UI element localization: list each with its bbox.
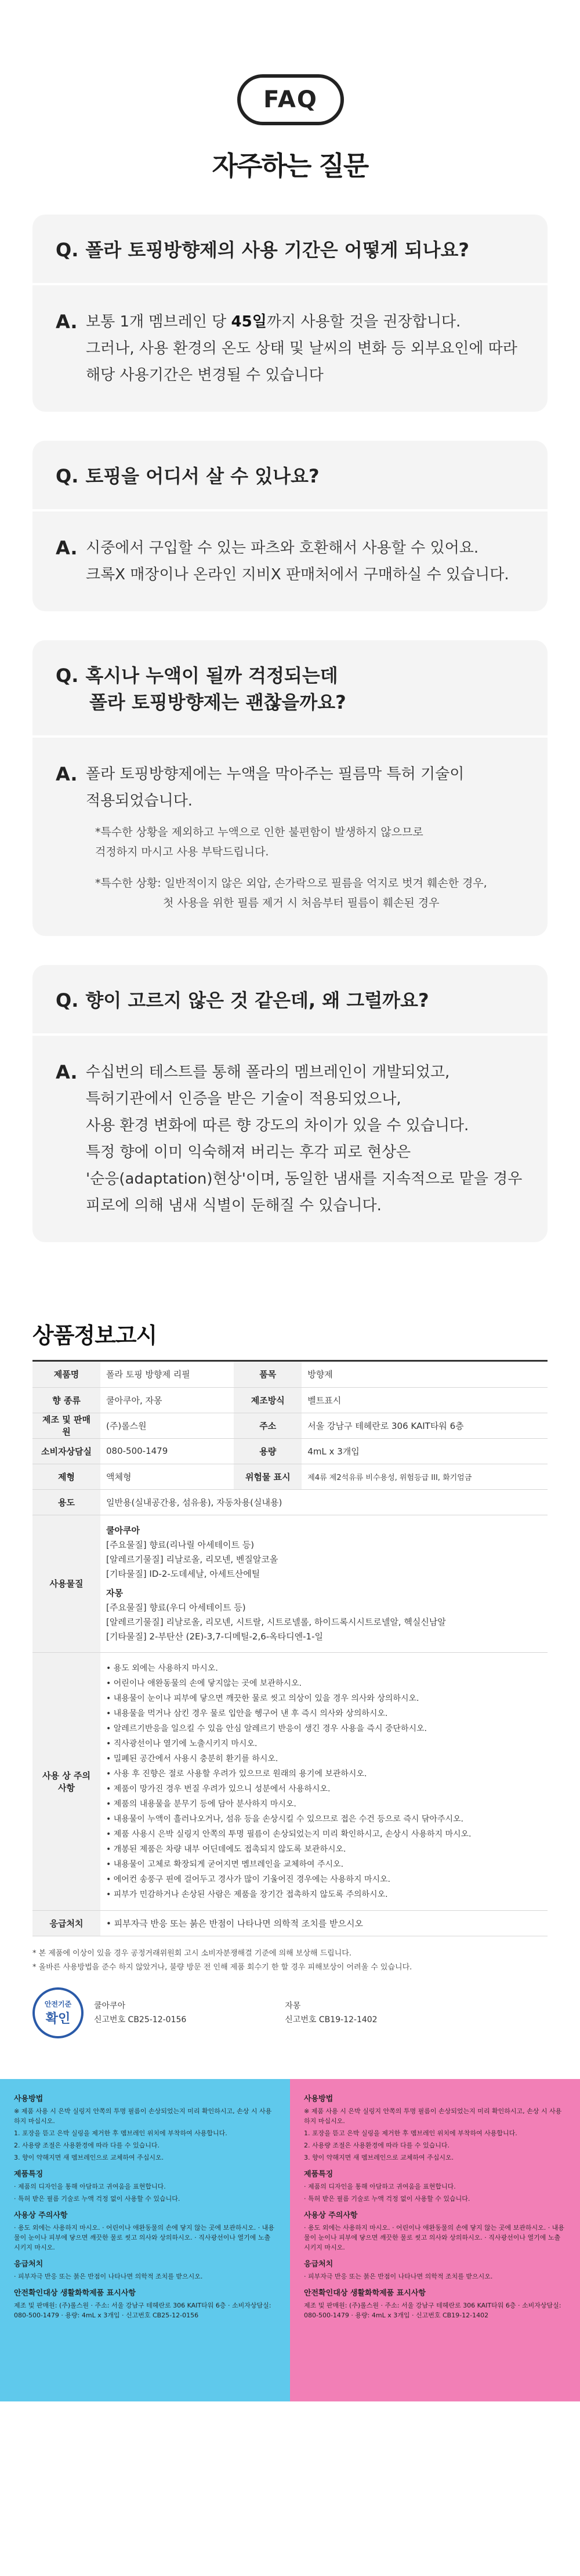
care-item: • 어린이나 애완동물의 손에 닿지않는 곳에 보관하시오. bbox=[106, 1676, 542, 1691]
table-row bbox=[32, 1489, 548, 1515]
seal-info bbox=[285, 1999, 377, 2027]
table-header-cell: 제조방식 bbox=[234, 1387, 302, 1413]
answer-label: A. bbox=[56, 537, 78, 559]
table-header-cell: 제형 bbox=[32, 1464, 100, 1489]
label-heading: 사용상 주의사항 bbox=[14, 2211, 68, 2220]
care-item: • 내용물이 누액이 흘러나오거나, 섬유 등을 손상시킬 수 있으므로 접은 수건 등으로 즉시 닦아주시오. bbox=[106, 1812, 542, 1827]
footnote: * 올바른 사용방법을 준수 하지 않았거나, 불량 방문 전 인해 제품 회수기 한 할 경우 피해보상이 어려울 수 있습니다. bbox=[32, 1962, 412, 1972]
care-item: • 피부가 민감하거나 손상된 사람은 제품을 장기간 접촉하지 않도록 주의하시오. bbox=[106, 1887, 542, 1902]
label-text: · 용도 외에는 사용하지 마시오. · 어린이나 애완동물의 손에 닿지 않는 곳에 보관하시오. · 내용물이 눈이나 피부에 닿으면 깨끗한 물로 씻고 의사와 상의하시오. · 직사광선이나 열기에 노출시키지 마시오. bbox=[14, 2223, 274, 2251]
care-item: • 내용물이 고체로 확장되게 굳어지면 멤브레인을 교체하여 주시오. bbox=[106, 1857, 542, 1872]
question-label: Q. bbox=[56, 665, 79, 687]
table-cell: 벨트표시 bbox=[302, 1387, 548, 1413]
care-item: • 알레르기반응을 일으킬 수 있음 안심 알레르기 반응이 생긴 경우 사용을 즉시 중단하시오. bbox=[106, 1721, 542, 1736]
table-header-cell: 향 종류 bbox=[32, 1387, 100, 1413]
question-text: 혹시나 누액이 될까 걱정되는데 bbox=[85, 665, 338, 687]
label-heading: 응급처치 bbox=[14, 2259, 44, 2269]
care-item: • 제품이 망가진 경우 번질 우려가 있으니 성분에서 사용하시오. bbox=[106, 1782, 542, 1797]
label-text: 제조 및 판매원: (주)롤스원 · 주소: 서울 강남구 테헤란로 306 KAIT타워 6층 · 소비자상담실: 080-500-1479 · 용량: 4mL x 3개입 · 신고번호 CB25-12-0156 bbox=[14, 2301, 271, 2319]
table-cell bbox=[100, 1515, 548, 1652]
seal-report-number: 신고번호 CB25-12-0156 bbox=[94, 2015, 187, 2024]
table-cell: (주)롤스원 bbox=[100, 1413, 234, 1438]
label-text: · 제품의 디자인을 통해 아담하고 귀여움을 표현합니다. bbox=[14, 2182, 166, 2190]
faq-answer bbox=[32, 738, 548, 936]
care-item: • 용도 외에는 사용하지 마시오. bbox=[106, 1661, 542, 1676]
seal-info bbox=[94, 1999, 186, 2027]
label-heading: 응급처치 bbox=[304, 2259, 334, 2269]
table-row bbox=[32, 1652, 548, 1910]
seal-product-name: 자몽 bbox=[285, 2001, 301, 2011]
label-text: 1. 포장을 뜯고 은박 실링을 제거한 후 멤브레인 위치에 부착하여 사용합니다. bbox=[304, 2129, 517, 2137]
material-line: [알레르기물질] 리날로올, 리모넨, 벤질알코올 bbox=[106, 1554, 278, 1565]
note-line: *특수한 상황: 일반적이지 않은 외압, 손가락으로 필름을 억지로 벗겨 훼손한 경우, bbox=[95, 877, 487, 890]
question-label: Q. bbox=[56, 465, 79, 487]
table-row bbox=[32, 1362, 548, 1387]
seal-product-name: 쿨아쿠아 bbox=[94, 2001, 126, 2011]
label-heading: 제품특징 bbox=[14, 2169, 44, 2179]
table-cell: 서울 강남구 테헤란로 306 KAIT타워 6층 bbox=[302, 1413, 548, 1438]
faq-question[interactable] bbox=[32, 640, 548, 735]
care-item: • 직사광선이나 열기에 노출시키지 마시오. bbox=[106, 1736, 542, 1751]
care-item: • 제품의 내용물을 분무기 등에 담아 분사하지 마시오. bbox=[106, 1797, 542, 1812]
package-labels bbox=[0, 2079, 580, 2401]
faq-item bbox=[32, 215, 548, 412]
label-text: ※ 제품 사용 시 은박 실링지 안쪽의 투명 필름이 손상되었는지 미리 확인하시고, 손상 시 사용하지 마십시오. bbox=[14, 2107, 272, 2125]
answer-line: 수십번의 테스트를 통해 폴라의 멤브레인이 개발되었고, bbox=[86, 1064, 450, 1081]
table-cell: 방향제 bbox=[302, 1362, 548, 1387]
table-cell: 일반용(실내공간용, 섬유용), 자동차용(실내용) bbox=[100, 1489, 548, 1515]
material-line: [주요물질] 향료(우디 아세테이트 등) bbox=[106, 1602, 246, 1613]
table-header-cell: 용량 bbox=[234, 1438, 302, 1464]
table-header-cell: 제품명 bbox=[32, 1362, 100, 1387]
question-label: Q. bbox=[56, 239, 79, 261]
answer-line: 폴라 토핑방향제에는 누액을 막아주는 필름막 특허 기술이 bbox=[86, 765, 465, 783]
table-row bbox=[32, 1464, 548, 1489]
label-text: · 용도 외에는 사용하지 마시오. · 어린이나 애완동물의 손에 닿지 않는 곳에 보관하시오. · 내용물이 눈이나 피부에 닿으면 깨끗한 물로 씻고 의사와 상의하시오. · 직사광선이나 열기에 노출시키지 마시오. bbox=[304, 2223, 564, 2251]
label-text: · 제품의 디자인을 통해 아담하고 귀여움을 표현합니다. bbox=[304, 2182, 456, 2190]
faq-header bbox=[0, 0, 580, 215]
material-line: [기타물질] 2-부탄산 (2E)-3,7-디메틸-2,6-옥타디엔-1-일 bbox=[106, 1631, 324, 1642]
answer-text bbox=[86, 1059, 524, 1219]
answer-text bbox=[86, 309, 524, 389]
label-heading: 제품특징 bbox=[304, 2169, 334, 2179]
answer-line: 그러나, 사용 환경의 온도 상태 및 날씨의 변화 등 외부요인에 따라 bbox=[86, 340, 517, 357]
faq-item bbox=[32, 441, 548, 611]
question-text: 폴라 토핑방향제의 사용 기간은 어떻게 되나요? bbox=[85, 239, 469, 261]
answer-line: 적용되었습니다. bbox=[86, 792, 193, 810]
label-heading: 사용방법 bbox=[14, 2094, 44, 2103]
faq-list bbox=[0, 215, 580, 1242]
answer-highlight: 45일 bbox=[231, 313, 267, 331]
table-header-cell: 용도 bbox=[32, 1489, 100, 1515]
table-row bbox=[32, 1515, 548, 1652]
table-cell bbox=[100, 1652, 548, 1910]
note-line: 첫 사용을 위한 필름 제거 시 처음부터 필름이 훼손된 경우 bbox=[163, 897, 440, 909]
faq-item bbox=[32, 640, 548, 936]
label-heading: 사용방법 bbox=[304, 2094, 334, 2103]
label-text: 3. 향이 약해지면 새 멤브레인으로 교체하여 주십시오. bbox=[304, 2153, 454, 2161]
label-text: 1. 포장을 뜯고 은박 실링을 제거한 후 멤브레인 위치에 부착하여 사용합니다. bbox=[14, 2129, 227, 2137]
label-card-grapefruit bbox=[290, 2079, 580, 2401]
material-line: [알레르기물질] 리날로올, 리모넨, 시트랄, 시트로넬롤, 하이드록시시트로넬알, 헥실신남알 bbox=[106, 1616, 446, 1627]
faq-item bbox=[32, 965, 548, 1242]
answer-text bbox=[86, 535, 524, 588]
answer-line: 시중에서 구입할 수 있는 파츠와 호환해서 사용할 수 있어요. bbox=[86, 539, 479, 557]
material-title: 쿨아쿠아 bbox=[106, 1525, 140, 1536]
material-list bbox=[106, 1515, 542, 1652]
seal-report-number: 신고번호 CB19-12-1402 bbox=[285, 2015, 378, 2024]
label-text: 제조 및 판매원: (주)롤스원 · 주소: 서울 강남구 테헤란로 306 KAIT타워 6층 · 소비자상담실: 080-500-1479 · 용량: 4mL x 3개입 · 신고번호 CB19-12-1402 bbox=[304, 2301, 561, 2319]
safety-check-seal-icon bbox=[32, 1987, 84, 2038]
table-header-cell: 응급처치 bbox=[32, 1910, 100, 1936]
answer-label: A. bbox=[56, 1061, 78, 1083]
answer-line: 보통 1개 멤브레인 당 bbox=[86, 313, 231, 331]
note-line: 걱정하지 마시고 사용 부탁드립니다. bbox=[95, 846, 269, 858]
table-cell: 액체형 bbox=[100, 1464, 234, 1489]
table-header-cell: 사용물질 bbox=[32, 1515, 100, 1652]
table-cell: 쿨아쿠아, 자몽 bbox=[100, 1387, 234, 1413]
answer-note bbox=[86, 822, 524, 862]
faq-answer bbox=[32, 511, 548, 611]
table-row bbox=[32, 1438, 548, 1464]
footnotes bbox=[32, 1947, 548, 1975]
label-text: 2. 사용량 조절은 사용환경에 따라 다를 수 있습니다. bbox=[304, 2141, 449, 2149]
note-line: *특수한 상황을 제외하고 누액으로 인한 불편함이 발생하지 않으므로 bbox=[95, 826, 423, 839]
table-header-cell: 주소 bbox=[234, 1413, 302, 1438]
label-heading: 안전확인대상 생활화학제품 표시사항 bbox=[14, 2288, 136, 2298]
table-cell: 4mL x 3개입 bbox=[302, 1438, 548, 1464]
care-item: • 내용물이 눈이나 피부에 닿으면 깨끗한 물로 씻고 의상이 있을 경우 의사와 상의하시오. bbox=[106, 1691, 542, 1706]
care-item: • 제품 사용시 은박 실링지 안쪽의 투명 필름이 손상되었는지 미리 확인하시고, 손상시 사용하지 마시오. bbox=[106, 1827, 542, 1842]
label-text: · 피부자극 반응 또는 붉은 반점이 나타나면 의학적 조치를 받으시오. bbox=[304, 2272, 493, 2280]
seal-top-text: 안전기준 bbox=[44, 2000, 72, 2008]
safety-seal-row bbox=[32, 1987, 548, 2038]
table-header-cell: 소비자상담실 bbox=[32, 1438, 100, 1464]
footnote: * 본 제품에 이상이 있을 경우 공정거래위원회 고시 소비자분쟁해결 기준에 의해 보상해 드립니다. bbox=[32, 1949, 351, 1958]
label-text: · 특허 받은 필름 기술로 누액 걱정 없이 사용할 수 있습니다. bbox=[14, 2194, 180, 2203]
table-header-cell: 사용 상 주의사항 bbox=[32, 1652, 100, 1910]
label-card-cool-aqua bbox=[0, 2079, 290, 2401]
seal-main-text: 확인 bbox=[45, 2011, 71, 2026]
care-item: • 개봉된 제품은 차량 내부 어딘데에도 접촉되지 않도록 보관하시오. bbox=[106, 1842, 542, 1857]
question-text: 토핑을 어디서 살 수 있나요? bbox=[85, 465, 320, 487]
care-item: • 사용 후 진향은 절로 사용할 우려가 있으므로 원래의 용기에 보관하시오. bbox=[106, 1766, 542, 1782]
product-info-table bbox=[32, 1362, 548, 1936]
table-header-cell: 제조 및 판매원 bbox=[32, 1413, 100, 1438]
answer-line: 사용 환경 변화에 따른 향 강도의 차이가 있을 수 있습니다. bbox=[86, 1117, 469, 1134]
answer-line: '순응(adaptation)현상'이며, 동일한 냄새를 지속적으로 맡을 경우 bbox=[86, 1170, 523, 1188]
faq-question[interactable] bbox=[32, 441, 548, 509]
table-row bbox=[32, 1413, 548, 1438]
care-item: • 밀폐된 공간에서 사용시 충분히 환기를 하시오. bbox=[106, 1751, 542, 1766]
material-line: [주요물질] 향료(리나릴 아세테이트 등) bbox=[106, 1539, 255, 1550]
answer-line: 까지 사용할 것을 권장합니다. bbox=[266, 313, 461, 331]
label-heading: 사용상 주의사항 bbox=[304, 2211, 358, 2220]
answer-label: A. bbox=[56, 763, 78, 785]
table-header-cell: 위험물 표시 bbox=[234, 1464, 302, 1489]
answer-note bbox=[86, 873, 524, 913]
table-header-cell: 품목 bbox=[234, 1362, 302, 1387]
answer-text bbox=[86, 761, 524, 913]
answer-line: 해당 사용기간은 변경될 수 있습니다 bbox=[86, 367, 324, 384]
material-title: 자몽 bbox=[106, 1587, 123, 1598]
label-text: ※ 제품 사용 시 은박 실링지 안쪽의 투명 필름이 손상되었는지 미리 확인하시고, 손상 시 사용하지 마십시오. bbox=[304, 2107, 562, 2125]
table-cell: 제4류 제2석유류 비수용성, 위험등급 III, 화기엄금 bbox=[302, 1464, 548, 1489]
care-list bbox=[106, 1653, 542, 1910]
label-text: 2. 사용량 조절은 사용환경에 따라 다를 수 있습니다. bbox=[14, 2141, 160, 2149]
question-text: 향이 고르지 않은 것 같은데, 왜 그럴까요? bbox=[85, 989, 429, 1011]
answer-line: 피로에 의해 냄새 식별이 둔해질 수 있습니다. bbox=[86, 1197, 382, 1214]
answer-line: 특허기관에서 인증을 받은 기술이 적용되었으나, bbox=[86, 1090, 401, 1108]
table-cell: 080-500-1479 bbox=[100, 1438, 234, 1464]
question-text: 폴라 토핑방향제는 괜찮을까요? bbox=[89, 691, 346, 713]
table-cell: 폴라 토핑 방향제 리필 bbox=[100, 1362, 234, 1387]
answer-line: 특정 향에 이미 익숙해져 버리는 후각 피로 현상은 bbox=[86, 1144, 411, 1161]
material-line: [기타물질] ID-2-도데세날, 아세트산에틸 bbox=[106, 1568, 260, 1579]
table-row bbox=[32, 1387, 548, 1413]
product-info-title: 상품정보고시 bbox=[32, 1318, 548, 1362]
faq-answer bbox=[32, 1036, 548, 1242]
faq-subtitle: 자주하는 질문 bbox=[212, 150, 368, 182]
faq-question[interactable] bbox=[32, 215, 548, 283]
faq-question[interactable] bbox=[32, 965, 548, 1033]
table-cell: • 피부자극 반응 또는 붉은 반점이 나타나면 의학적 조치를 받으시오 bbox=[100, 1910, 548, 1936]
faq-answer bbox=[32, 285, 548, 412]
product-info-section bbox=[0, 1318, 580, 2038]
answer-label: A. bbox=[56, 311, 78, 333]
table-row bbox=[32, 1910, 548, 1936]
care-item: • 에어컨 송풍구 핀에 걸어두고 경사가 많이 기울어진 경우에는 사용하지 마시오. bbox=[106, 1872, 542, 1887]
label-heading: 안전확인대상 생활화학제품 표시사항 bbox=[304, 2288, 426, 2298]
faq-badge: FAQ bbox=[237, 74, 344, 125]
label-text: · 특허 받은 필름 기술로 누액 걱정 없이 사용할 수 있습니다. bbox=[304, 2194, 470, 2203]
label-text: 3. 향이 약해지면 새 멤브레인으로 교체하여 주십시오. bbox=[14, 2153, 164, 2161]
question-label: Q. bbox=[56, 989, 79, 1011]
label-text: · 피부자극 반응 또는 붉은 반점이 나타나면 의학적 조치를 받으시오. bbox=[14, 2272, 203, 2280]
answer-line: 크록X 매장이나 온라인 지비X 판매처에서 구매하실 수 있습니다. bbox=[86, 566, 509, 583]
care-item: • 내용물을 먹거나 삼킨 경우 물로 입안을 헹구어 낸 후 즉시 의사와 상의하시오. bbox=[106, 1706, 542, 1721]
caution-text: 피부자극 반응 또는 붉은 반점이 나타나면 의학적 조치를 받으시오 bbox=[114, 1918, 364, 1929]
